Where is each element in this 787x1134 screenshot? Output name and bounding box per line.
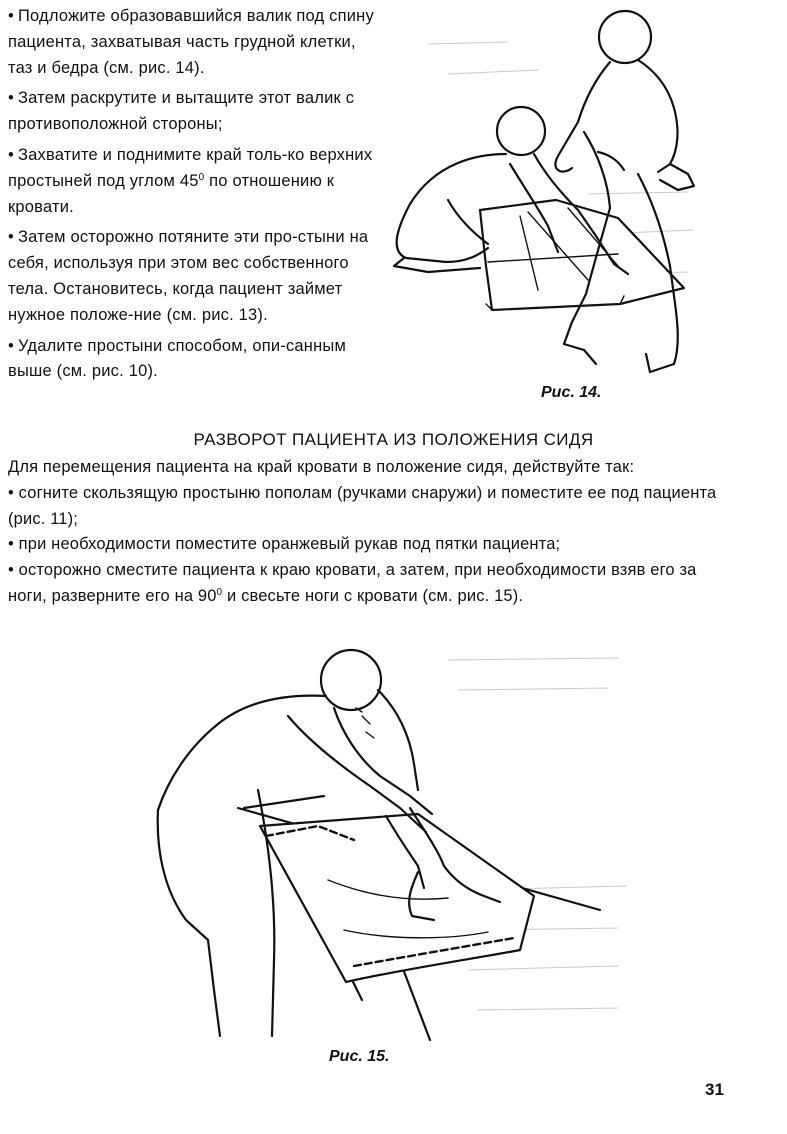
list-item-text: Затем осторожно потяните эти про-стыни на себя, используя при этом вес собственного тела. Остановитесь, когда пациент займет нужное положе-ние (см. рис. 13). bbox=[8, 228, 369, 324]
list-item bbox=[8, 143, 374, 220]
section-body bbox=[8, 455, 728, 610]
list-item bbox=[8, 558, 728, 610]
list-item-text: осторожно сместите пациента к краю кровати, а затем, при необходимости взяв его за ноги, разверните его на 90 bbox=[8, 561, 697, 605]
bullet: • bbox=[8, 145, 14, 164]
list-item-text: Затем раскрутите и вытащите этот валик с противоположной стороны; bbox=[8, 89, 355, 134]
list-item-text-end: по отношению к кровати. bbox=[8, 171, 335, 216]
bullet: • bbox=[8, 483, 14, 502]
caregiver-head bbox=[321, 650, 381, 710]
list-item-text: Подложите образовавшийся валик под спину пациента, захватывая часть грудной клетки, таз и бедра (см. рис. 14). bbox=[8, 7, 374, 77]
patient-head bbox=[599, 11, 651, 63]
list-item bbox=[8, 532, 728, 558]
bullet: • bbox=[8, 7, 14, 25]
figure-15-caption: Рис. 15. bbox=[329, 1048, 390, 1065]
section-heading: РАЗВОРОТ ПАЦИЕНТА ИЗ ПОЛОЖЕНИЯ СИДЯ bbox=[193, 430, 594, 449]
page-number: 31 bbox=[705, 1080, 724, 1099]
list-item bbox=[8, 225, 374, 328]
list-item bbox=[8, 86, 374, 138]
degree-superscript: 0 bbox=[198, 171, 205, 183]
list-item bbox=[8, 481, 728, 533]
bullet: • bbox=[8, 561, 14, 580]
list-item-text: согните скользящую простыню пополам (ручками снаружи) и поместите ее под пациента (рис. 11); bbox=[8, 483, 717, 528]
list-item bbox=[8, 4, 374, 81]
figure-15-illustration bbox=[148, 640, 628, 1045]
section-intro: Для перемещения пациента на край кровати в положение сидя, действуйте так: bbox=[8, 458, 635, 476]
degree-superscript: 0 bbox=[216, 586, 223, 598]
bullet: • bbox=[8, 535, 14, 554]
list-item-text: Захватите и поднимите край толь-ко верхних простыней под углом 45 bbox=[8, 145, 373, 190]
instruction-list bbox=[8, 4, 374, 390]
caregiver-head bbox=[497, 107, 545, 155]
figure-14-caption: Рис. 14. bbox=[541, 384, 602, 401]
list-item bbox=[8, 334, 374, 386]
list-item-text-end: и свесьте ноги с кровати (см. рис. 15). bbox=[222, 586, 524, 605]
bullet: • bbox=[8, 228, 14, 247]
list-item-text: Удалите простыни способом, опи-санным выше (см. рис. 10). bbox=[8, 336, 347, 381]
list-item-text: при необходимости поместите оранжевый рукав под пятки пациента; bbox=[18, 535, 561, 554]
bullet: • bbox=[8, 89, 14, 108]
bullet: • bbox=[8, 336, 14, 355]
figure-14-illustration bbox=[388, 4, 700, 382]
